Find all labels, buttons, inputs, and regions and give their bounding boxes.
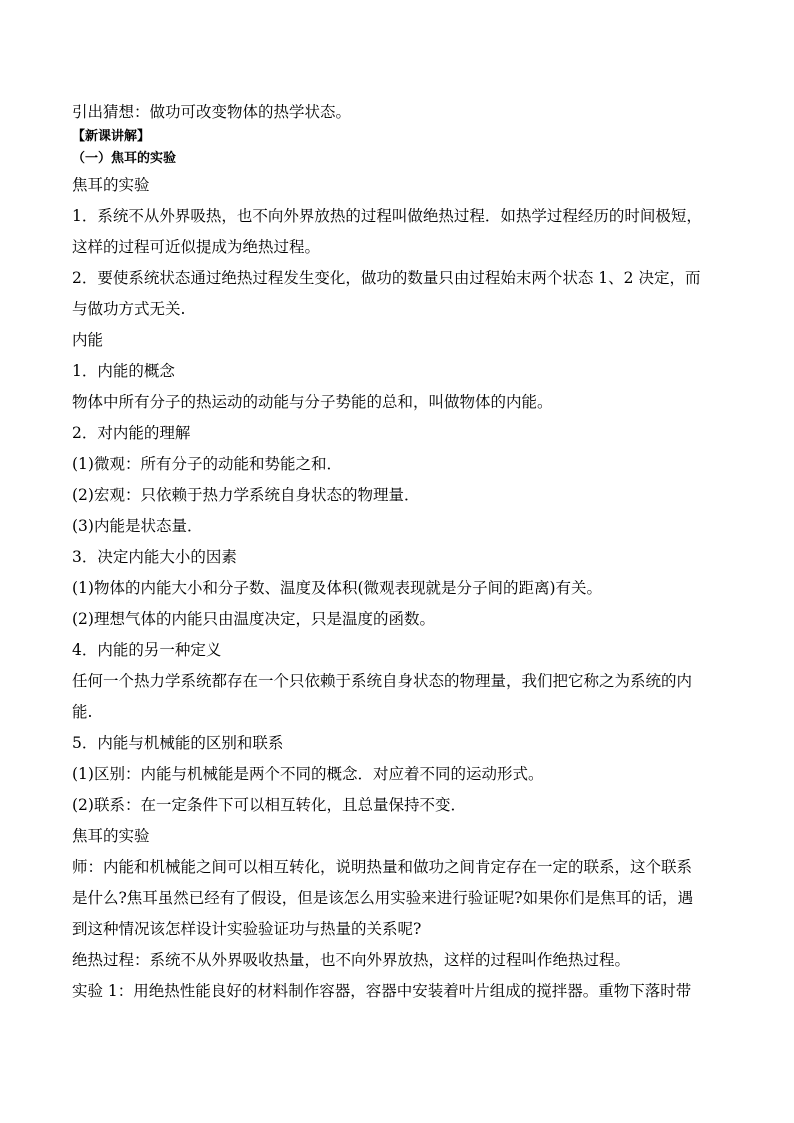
text-line: (3)内能是状态量． — [72, 517, 203, 535]
text-line: (1)物体的内能大小和分子数、温度及体积(微观表现就是分子间的距离)有关。 — [72, 579, 603, 597]
text-line: 能. — [72, 703, 93, 721]
text-line: 到这种情况该怎样设计实验验证功与热量的关系呢? — [72, 920, 422, 938]
text-line: (1)微观：所有分子的动能和势能之和． — [72, 455, 342, 473]
text-line: 这样的过程可近似提成为绝热过程。 — [72, 238, 321, 256]
text-line: 师：内能和机械能之间可以相互转化，说明热量和做功之间肯定存在一定的联系，这个联系 — [72, 858, 693, 876]
section-heading: 【新课讲解】 — [72, 129, 151, 144]
text-line: (2)理想气体的内能只由温度决定，只是温度的函数。 — [72, 610, 435, 628]
document-page — [72, 98, 722, 1007]
text-line: (1)区别：内能与机械能是两个不同的概念．对应着不同的运动形式。 — [72, 765, 544, 783]
text-line: 3．决定内能大小的因素 — [72, 548, 237, 566]
text-line: 与做功方式无关. — [72, 300, 186, 318]
text-line: 2．要使系统状态通过绝热过程发生变化，做功的数量只由过程始末两个状态 1、2 决定，而 — [72, 269, 701, 287]
text-line: 1．内能的概念 — [72, 362, 175, 380]
topic-title: 焦耳的实验 — [72, 176, 150, 194]
text-line: 实验 1：用绝热性能良好的材料制作容器，容器中安装着叶片组成的搅拌器。重物下落时带 — [72, 982, 692, 1000]
text-line: 绝热过程：系统不从外界吸收热量，也不向外界放热，这样的过程叫作绝热过程。 — [72, 951, 631, 969]
text-line: (2)宏观：只依赖于热力学系统自身状态的物理量． — [72, 486, 420, 504]
text-line: 是什么?焦耳虽然已经有了假设，但是该怎么用实验来进行验证呢?如果你们是焦耳的话，遇 — [72, 889, 694, 907]
text-line: 1．系统不从外界吸热，也不向外界放热的过程叫做绝热过程．如热学过程经历的时间极短， — [72, 207, 702, 225]
text-line: (2)联系：在一定条件下可以相互转化，且总量保持不变． — [72, 796, 466, 814]
text-line: 物体中所有分子的热运动的动能与分子势能的总和，叫做物体的内能。 — [72, 393, 553, 411]
topic-title: 焦耳的实验 — [72, 827, 150, 845]
topic-title: 内能 — [72, 331, 104, 349]
text-line: 任何一个热力学系统都存在一个只依赖于系统自身状态的物理量，我们把它称之为系统的内 — [72, 672, 693, 690]
subsection-heading: （一）焦耳的实验 — [72, 151, 177, 166]
text-line: 4．内能的另一种定义 — [72, 641, 222, 659]
text-line: 2．对内能的理解 — [72, 424, 191, 442]
text-line: 5．内能与机械能的区别和联系 — [72, 734, 284, 752]
text-line: 引出猜想：做功可改变物体的热学状态。 — [72, 103, 352, 121]
